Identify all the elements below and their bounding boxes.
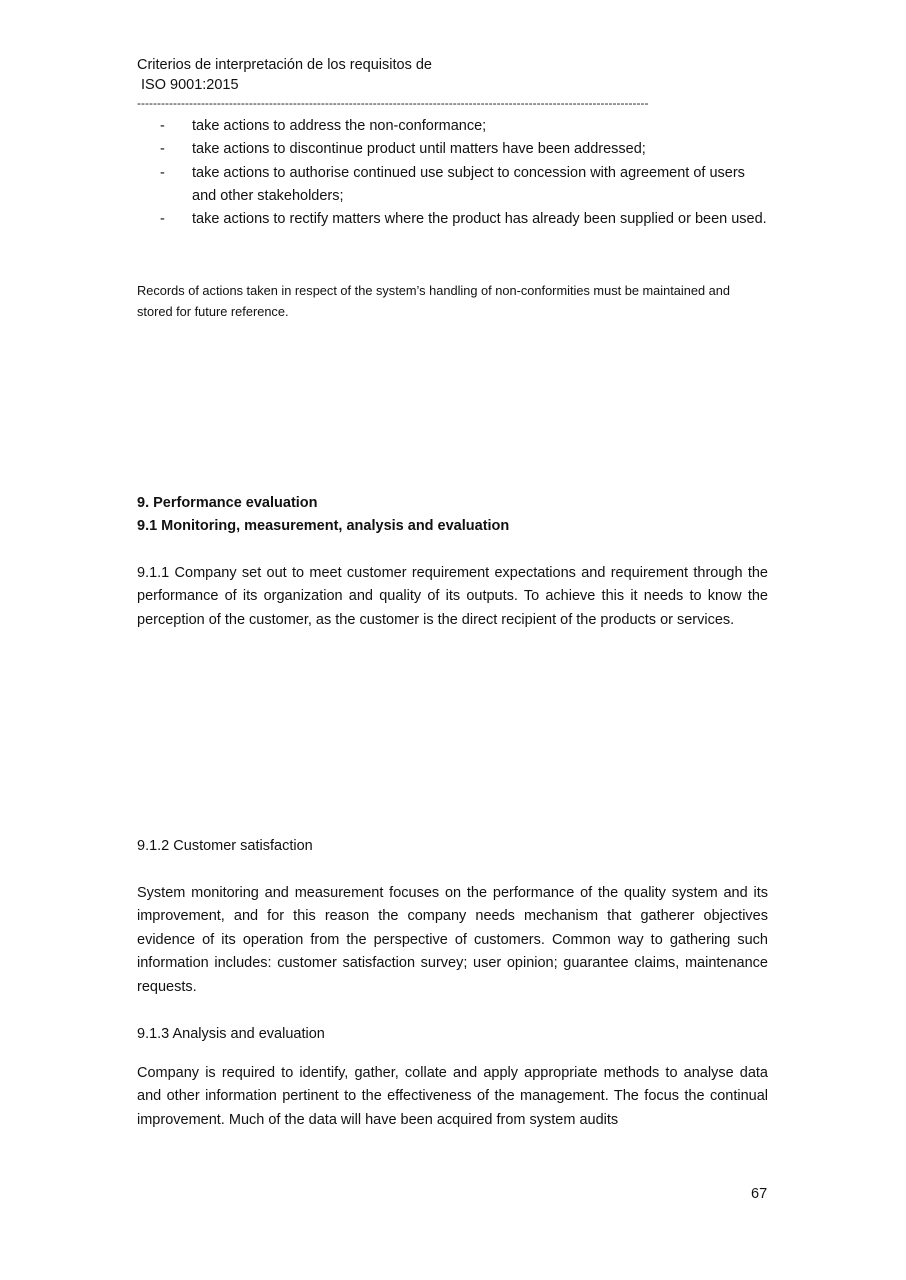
subsection-heading: 9.1 Monitoring, measurement, analysis and evaluation: [137, 518, 510, 534]
running-header-title: Criterios de interpretación de los requisitos de: [137, 57, 432, 73]
list-item-text: take actions to address the non-conformance;: [192, 118, 487, 134]
action-bullet-list: [160, 115, 770, 231]
list-item: [160, 162, 770, 209]
list-item: [160, 208, 770, 231]
list-item: [160, 138, 770, 161]
paragraph-9-1-3: Company is required to identify, gather, collate and apply appropriate methods to analyse data and other information pertinent to the effectiveness of the management. The focus the continual improvement. Much of the data will have been acquired from system audits: [137, 1065, 768, 1128]
header-separator: --------------------------------------------------------------------------------------------------------------------------------: [137, 96, 649, 110]
running-header-standard: ISO 9001:2015: [141, 77, 239, 93]
page-number: 67: [751, 1186, 768, 1202]
list-item-text: take actions to rectify matters where the product has already been supplied or been used.: [192, 211, 767, 228]
list-item: [160, 115, 770, 138]
list-item-text: take actions to authorise continued use subject to concession with agreement of users and other stakeholders;: [192, 164, 745, 204]
heading-9-1-3: 9.1.3 Analysis and evaluation: [137, 1026, 325, 1042]
bullet-dash: -: [160, 164, 165, 181]
heading-9-1-2: 9.1.2 Customer satisfaction: [137, 838, 313, 854]
paragraph-9-1-2: System monitoring and measurement focuses on the performance of the quality system and its improvement, and for this reason the company needs mechanism that gatherer objectives evidence of its operation from the perspective of customers. Common way to gathering such information includes: customer satisfaction survey; user opinion; guarantee claims, maintenance requests.: [137, 885, 768, 995]
paragraph-9-1-1: 9.1.1 Company set out to meet customer requirement expectations and requirement through the performance of its organization and quality of its outputs. To achieve this it needs to know the perception of the customer, as the customer is the direct recipient of the products or services.: [137, 565, 768, 628]
bullet-dash: -: [160, 141, 165, 158]
bullet-dash: -: [160, 211, 165, 228]
bullet-dash: -: [160, 118, 165, 134]
section-heading: 9. Performance evaluation: [137, 495, 318, 511]
records-note: Records of actions taken in respect of the system’s handling of non-conformities must be maintained and stored for future reference.: [137, 283, 731, 319]
list-item-text: take actions to discontinue product until matters have been addressed;: [192, 141, 646, 158]
